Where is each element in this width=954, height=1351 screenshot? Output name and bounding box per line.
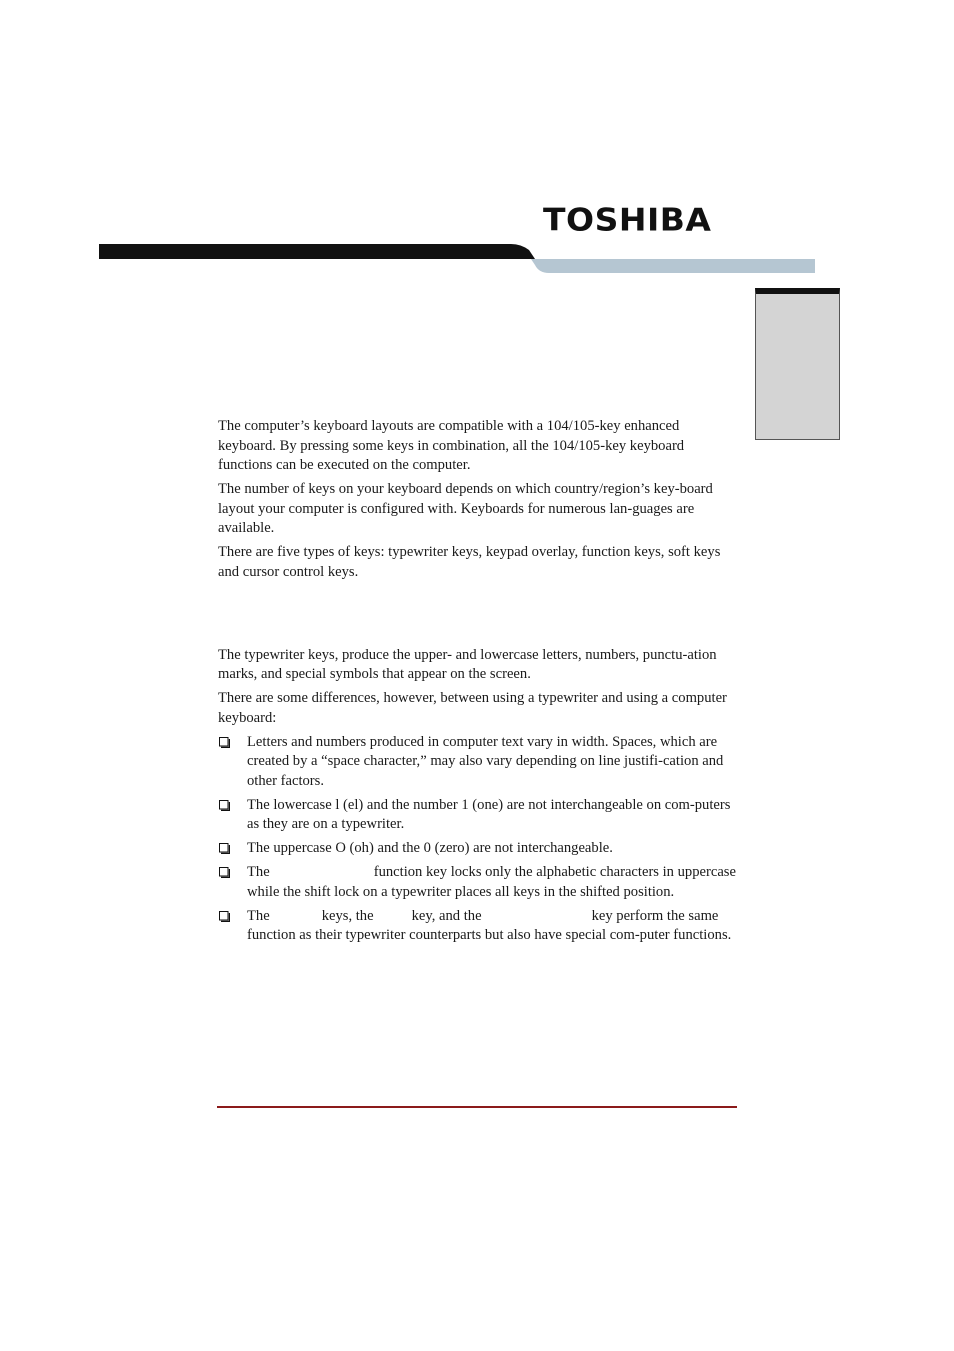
header-accent-bar [531, 259, 815, 273]
differences-list [218, 733, 738, 946]
checkbox-bullet-icon [219, 867, 230, 878]
chapter-side-tab [755, 288, 840, 440]
checkbox-bullet-icon [219, 843, 230, 854]
list-item-text-rest: function key locks only the alphabetic characters in uppercase while the shift lock on a typewriter places all keys in the shifted position. [247, 864, 736, 900]
main-content [218, 417, 738, 950]
intro-paragraph-3: There are five types of keys: typewriter keys, keypad overlay, function keys, soft keys and cursor control keys. [218, 544, 721, 580]
list-item-text-part-2: keys, the [321, 907, 374, 924]
list-item [218, 839, 738, 859]
list-item-text: Letters and numbers produced in computer text vary in width. Spaces, which are created by a “space character,” may also vary depending on line justifi-cation and other factors. [247, 733, 724, 789]
list-item-text: The lowercase l (el) and the number 1 (one) are not interchangeable on com-puters as they are on a typewriter. [247, 796, 731, 832]
list-item-text-rest: key perform the same function as their typewriter counterparts but also have special com-puter functions. [247, 907, 732, 943]
checkbox-bullet-icon [219, 800, 230, 811]
typewriter-paragraph-2: There are some differences, however, between using a typewriter and using a computer keyboard: [218, 690, 727, 726]
toshiba-logo: TOSHIBA [543, 201, 712, 239]
list-item [218, 863, 738, 902]
checkbox-bullet-icon [219, 911, 230, 922]
header-black-bar [99, 244, 535, 259]
list-item [218, 796, 738, 835]
list-item-text: The uppercase O (oh) and the 0 (zero) are not interchangeable. [247, 840, 613, 856]
list-item-text-start: The [247, 907, 270, 924]
footer-rule [217, 1106, 737, 1108]
section-spacer [218, 587, 738, 646]
checkbox-bullet-icon [219, 737, 230, 748]
intro-paragraph-1: The computer’s keyboard layouts are compatible with a 104/105-key enhanced keyboard. By pressing some keys in combination, all the 104/105-key keyboard functions can be executed on the computer. [218, 418, 685, 473]
list-item-text-start: The [247, 864, 270, 880]
header-bars [99, 244, 815, 274]
intro-paragraph-2: The number of keys on your keyboard depends on which country/region’s key-board layout your computer is configured with. Keyboards for numerous lan-guages are available. [218, 481, 713, 536]
typewriter-paragraph-1: The typewriter keys, produce the upper- and lowercase letters, numbers, punctu-ation marks, and special symbols that appear on the screen. [218, 646, 717, 682]
list-item [218, 733, 738, 792]
list-item-text-part-3: key, and the [411, 907, 482, 924]
list-item [218, 907, 738, 946]
